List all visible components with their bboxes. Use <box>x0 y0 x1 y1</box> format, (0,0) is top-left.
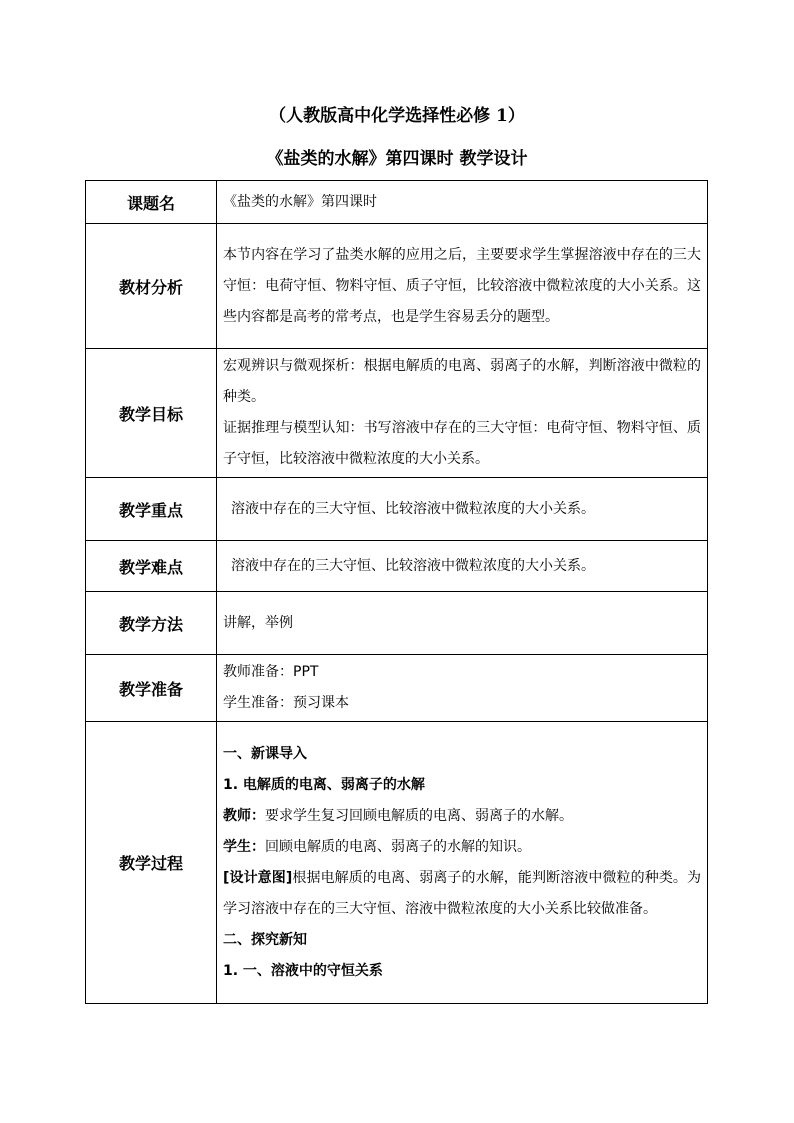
label-analysis: 教材分析 <box>86 224 217 349</box>
value-prep <box>217 655 708 722</box>
table-row-method <box>86 592 708 655</box>
document-subtitle: （人教版高中化学选择性必修 1） <box>269 106 525 126</box>
label-process: 教学过程 <box>86 722 217 1004</box>
table-row-difficulty <box>86 541 708 592</box>
teacher-text: 要求学生复习回顾电解质的电离、弱离子的水解。 <box>265 807 573 824</box>
goal-2: 证据推理与模型认知：书写溶液中存在的三大守恒：电荷守恒、物料守恒、质子守恒，比较溶液中微粒浓度的大小关系。 <box>223 420 701 467</box>
label-topic: 课题名 <box>86 181 217 224</box>
prep-teacher: 教师准备：PPT <box>223 664 319 680</box>
lesson-plan-table <box>85 180 708 1004</box>
value-goals <box>217 349 708 478</box>
value-process <box>217 722 708 1004</box>
goal-1: 宏观辨识与微观探析：根据电解质的电离、弱离子的水解，判断溶液中微粒的种类。 <box>223 358 701 405</box>
label-method: 教学方法 <box>86 592 217 655</box>
table-row-process <box>86 722 708 1004</box>
difficulty-text: 溶液中存在的三大守恒、比较溶液中微粒浓度的大小关系。 <box>231 557 595 574</box>
student-text: 回顾电解质的电离、弱离子的水解的知识。 <box>265 838 531 855</box>
label-prep: 教学准备 <box>86 655 217 722</box>
method-text: 讲解，举例 <box>223 614 293 631</box>
value-difficulty <box>217 541 708 592</box>
topic-text: 《盐类的水解》第四课时 <box>223 193 377 210</box>
value-key <box>217 478 708 541</box>
design-text: 根据电解质的电离、弱离子的水解，能判断溶液中微粒的种类。为学习溶液中存在的三大守恒、溶液中微粒浓度的大小关系比较做准备。 <box>223 869 702 917</box>
key-text: 溶液中存在的三大守恒、比较溶液中微粒浓度的大小关系。 <box>231 500 595 517</box>
value-analysis <box>217 224 708 349</box>
table-row-goals <box>86 349 708 478</box>
process-design <box>223 863 701 925</box>
table-row-analysis <box>86 224 708 349</box>
document-title: 《盐类的水解》第四课时 教学设计 <box>266 149 528 169</box>
prep-student: 学生准备：预习课本 <box>223 695 349 711</box>
value-topic <box>217 181 708 224</box>
process-subheading-2: 1. 一、溶液中的守恒关系 <box>223 962 383 979</box>
label-goals: 教学目标 <box>86 349 217 478</box>
teacher-label: 教师： <box>223 807 265 824</box>
label-difficulty: 教学难点 <box>86 541 217 592</box>
process-teacher <box>223 801 701 832</box>
table-row-topic <box>86 181 708 224</box>
process-subheading-1: 1. 电解质的电离、弱离子的水解 <box>223 776 425 793</box>
table-row-prep <box>86 655 708 722</box>
student-label: 学生： <box>223 838 265 855</box>
process-heading-2: 二、探究新知 <box>223 931 307 948</box>
process-student <box>223 832 701 863</box>
process-heading-1: 一、新课导入 <box>223 745 307 762</box>
analysis-text: 本节内容在学习了盐类水解的应用之后，主要要求学生掌握溶液中存在的三大守恒：电荷守恒、物料守恒、质子守恒，比较溶液中微粒浓度的大小关系。这些内容都是高考的常考点，也是学生容易丢分的题型。 <box>223 246 701 325</box>
value-method <box>217 592 708 655</box>
label-key: 教学重点 <box>86 478 217 541</box>
design-label: [设计意图] <box>223 869 293 886</box>
table-row-key <box>86 478 708 541</box>
